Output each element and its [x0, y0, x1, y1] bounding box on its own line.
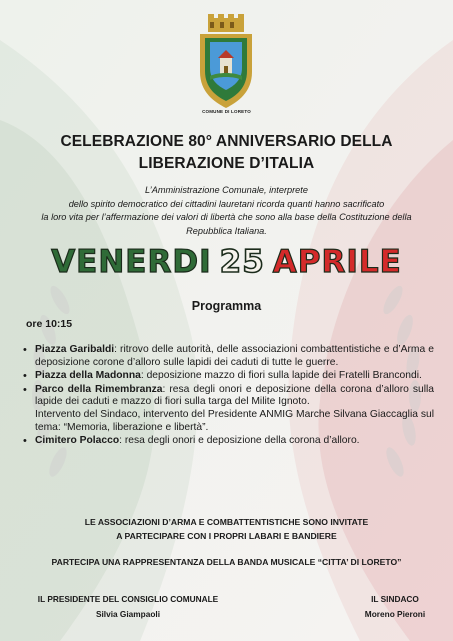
- bullet-icon: •: [23, 344, 27, 356]
- bullet-icon: •: [23, 370, 27, 383]
- item-text: : deposizione mazzo di fiori sulla lapide dei Fratelli Brancondi.: [140, 370, 422, 382]
- item-place: Piazza della Madonna: [35, 370, 141, 382]
- intro-text: [8, 184, 445, 238]
- crest-icon: [196, 14, 256, 112]
- program-time: ore 10:15: [26, 318, 73, 330]
- associations-line-1: LE ASSOCIAZIONI D’ARMA E COMBATTENTISTICHE SONO INVITATE: [84, 517, 369, 527]
- signature-left: [18, 592, 238, 622]
- bullet-icon: •: [23, 435, 27, 448]
- item-text: : resa degli onori e deposizione della corona d’alloro sulla lapide dei caduti e mazzo di fiori sulla targa del Milite Ignoto.: [35, 383, 435, 408]
- intro-line-3: la loro vita per l’affermazione dei valori di libertà che sono alla base della Costituzione della: [41, 212, 412, 223]
- signature-left-role: IL PRESIDENTE DEL CONSIGLIO COMUNALE: [37, 594, 219, 604]
- associations-line-2: A PARTECIPARE CON I PROPRI LABARI E BANDIERE: [116, 530, 337, 541]
- bullet-icon: •: [23, 383, 27, 396]
- title-line-2: LIBERAZIONE D’ITALIA: [138, 155, 315, 172]
- list-item: [22, 384, 434, 434]
- signature-right-name: Moreno Pieroni: [364, 609, 426, 619]
- item-text: : resa degli onori e deposizione della corona d’alloro.: [119, 435, 360, 447]
- list-item: [22, 344, 434, 369]
- program-heading: Programma: [191, 299, 262, 313]
- list-item: [22, 435, 434, 448]
- associations-notice: [0, 516, 453, 543]
- item-place: Cimitero Polacco: [35, 435, 120, 447]
- item-text: : ritrovo delle autorità, delle associazioni combattentistiche e d’Arma e deposizione corone d’alloro sulle lapidi dei caduti di tutte le guerre.: [35, 344, 434, 368]
- item-extra: Intervento del Sindaco, intervento del Presidente ANMIG Marche Silvana Giaccaglia sul tema: “Memoria, liberazione e libertà”.: [35, 408, 434, 433]
- signature-left-name: Silvia Giampaoli: [95, 609, 161, 619]
- page-title: [20, 131, 433, 175]
- program-list: [22, 344, 434, 449]
- date-day: VENERDI: [51, 244, 212, 280]
- title-line-1: CELEBRAZIONE 80° ANNIVERSARIO DELLA: [60, 133, 393, 150]
- date-month: APRILE: [272, 244, 402, 280]
- item-place: Parco della Rimembranza: [35, 383, 163, 395]
- crest-caption: COMUNE DI LORETO: [202, 109, 251, 114]
- intro-line-2: dello spirito democratico dei cittadini lauretani ricorda quanti hanno sacrificato: [68, 198, 385, 209]
- list-item: [22, 370, 434, 383]
- signature-right: [345, 592, 445, 622]
- date-number: 25: [219, 244, 265, 280]
- band-notice: PARTECIPA UNA RAPPRESENTANZA DELLA BANDA MUSICALE “CITTA’ DI LORETO”: [51, 557, 402, 567]
- date-banner: [0, 244, 453, 280]
- signature-right-role: IL SINDACO: [371, 594, 419, 604]
- intro-line-4: Repubblica Italiana.: [186, 225, 267, 236]
- item-place: Piazza Garibaldi: [35, 344, 115, 355]
- intro-line-1: L’Amministrazione Comunale, interprete: [145, 185, 308, 195]
